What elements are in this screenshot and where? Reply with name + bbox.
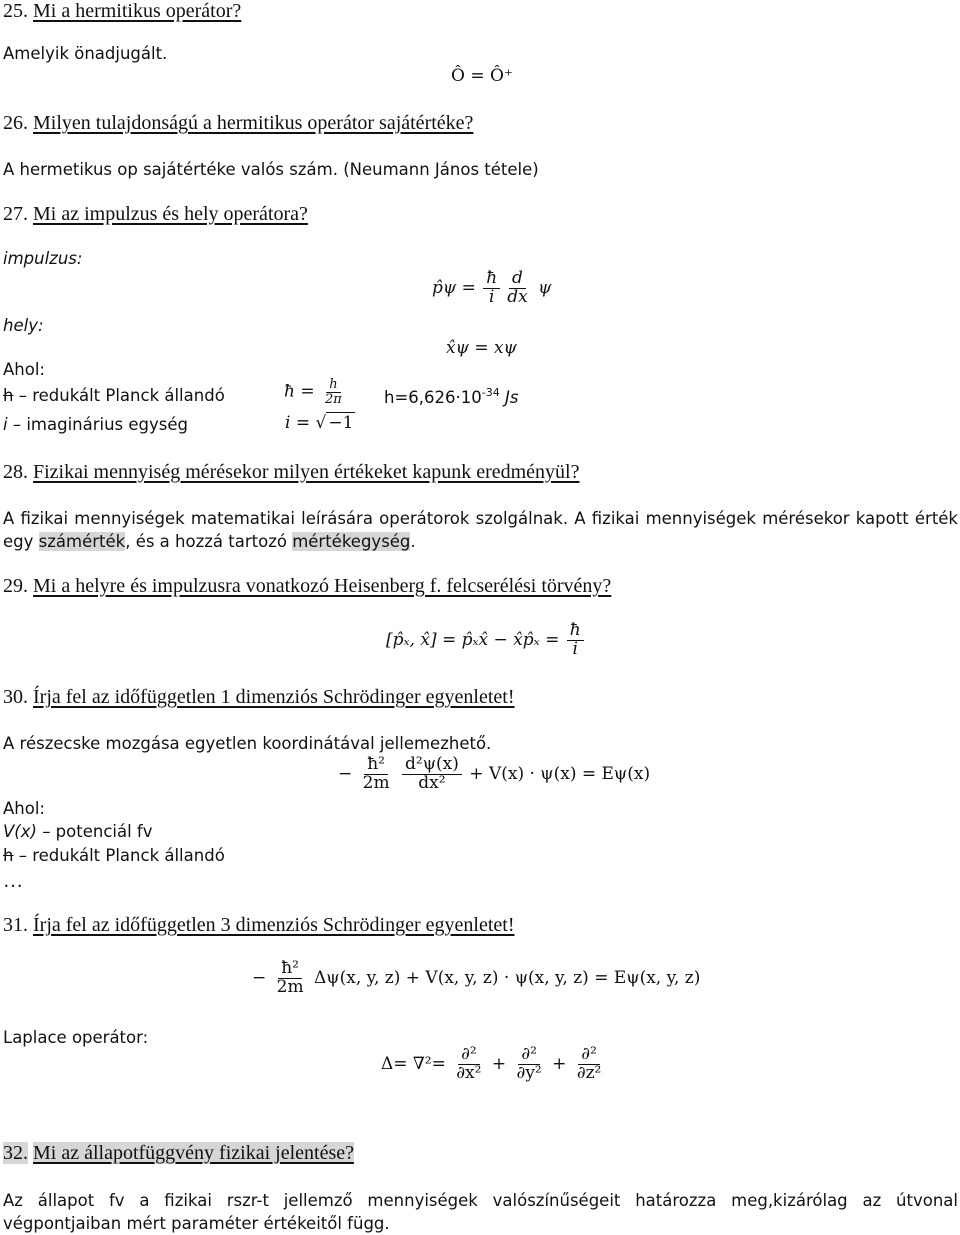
laplace-equation: Δ= ∇²= $\frac{\text{∂²}}{\text{∂x²}}$ + $\frac{\text{∂²}}{\text{∂y²}}$ + $\frac{\text{∂²}}{\text{∂z²}}$ xyxy=(381,1046,606,1083)
imaginary-unit-definition: i – imaginárius egység xyxy=(3,415,189,434)
fraction: $\frac{\text{∂²}}{\text{∂y²}}$ xyxy=(516,1044,542,1083)
fraction: $\frac{ħ}{i}$ xyxy=(567,622,584,659)
fraction: $\frac{ħ}{i}$ xyxy=(483,270,500,307)
answer-30: A részecske mozgása egyetlen koordinátával jellemezhető. xyxy=(3,734,492,753)
fraction: $\frac{\text{d²ψ(x)}}{\text{dx²}}$ xyxy=(402,756,462,793)
impulzus-label: impulzus: xyxy=(3,249,83,268)
fraction: $\frac{d}{dx}$ xyxy=(507,268,528,307)
commutator-equation: [p̂ₓ, x̂] = p̂ₓx̂ − x̂p̂ₓ = $\frac{ħ}{i}$ xyxy=(386,622,586,659)
question-26 xyxy=(3,112,473,135)
question-text: Milyen tulajdonságú a hermitikus operátor sajátértéke? xyxy=(33,112,474,134)
hbar-symbol: h xyxy=(3,386,14,405)
highlight: számérték xyxy=(38,532,126,551)
question-text: Mi a helyre és impulzusra vonatkozó Heisenberg f. felcserélési törvény? xyxy=(33,575,612,597)
ahol-label: Ahol: xyxy=(3,360,45,379)
fraction: $\frac{\text{ħ²}}{2m}$ xyxy=(276,958,304,997)
ellipsis: … xyxy=(3,870,23,892)
fraction: $\frac{\text{∂²}}{\text{∂z²}}$ xyxy=(576,1044,602,1083)
question-25 xyxy=(3,0,241,23)
hbar-symbol: h xyxy=(3,846,14,865)
question-30 xyxy=(3,686,514,709)
imaginary-unit-equation: i = √ −1 xyxy=(285,413,354,433)
hbar-definition-2: h – redukált Planck állandó xyxy=(3,846,225,865)
fraction: $\frac{\text{∂²}}{\text{∂x²}}$ xyxy=(456,1044,482,1083)
schrodinger-3d-equation: − $\frac{\text{ħ²}}{2m}$ Δψ(x, y, z) + V(x, y, z) · ψ(x, y, z) = Eψ(x, y, z) xyxy=(252,958,701,997)
i-symbol: i xyxy=(3,415,8,434)
hely-label: hely: xyxy=(3,316,44,335)
fraction: $\frac{h}{2\pi}$ xyxy=(325,377,342,407)
question-text: Írja fel az időfüggetlen 1 dimenziós Schrödinger egyenletet! xyxy=(33,686,515,708)
answer-26: A hermetikus op sajátértéke valós szám. (Neumann János tétele) xyxy=(3,160,539,179)
question-32 xyxy=(3,1142,354,1165)
question-number: 30. xyxy=(3,686,28,708)
fraction: $\frac{\text{ħ²}}{2m}$ xyxy=(362,754,390,793)
question-number: 26. xyxy=(3,112,28,134)
highlight: mértékegység xyxy=(292,532,411,551)
question-text: Mi az impulzus és hely operátora? xyxy=(33,203,308,225)
ahol-label-2: Ahol: xyxy=(3,799,45,818)
question-text: Fizikai mennyiség mérésekor milyen értékeket kapunk eredményül? xyxy=(33,461,580,483)
question-number: 29. xyxy=(3,575,28,597)
answer-28: A fizikai mennyiségek matematikai leírására operátorok szolgálnak. A fizikai mennyiségek mérésekor kapott érték egy számérték, és a hozzá tartozó mértékegység. xyxy=(3,509,958,551)
question-31 xyxy=(3,914,514,937)
planck-constant-value: $h=6,626\cdot 10^{-34}$ Js xyxy=(384,386,519,407)
hbar-definition: h – redukált Planck állandó xyxy=(3,386,225,405)
schrodinger-1d-equation: − $\frac{\text{ħ²}}{2m}$ $\frac{\text{d²ψ(x)}}{\text{dx²}}$ + V(x) · ψ(x) = Eψ(x) xyxy=(338,754,651,793)
question-number: 31. xyxy=(3,914,28,936)
question-number: 25. xyxy=(3,0,28,22)
question-29 xyxy=(3,575,611,598)
question-number: 27. xyxy=(3,203,28,225)
question-number: 32. xyxy=(3,1142,28,1164)
answer-25: Amelyik önadjugált. xyxy=(3,44,168,63)
question-text: Írja fel az időfüggetlen 3 dimenziós Schrödinger egyenletet! xyxy=(33,914,515,936)
question-27 xyxy=(3,203,308,226)
question-number: 28. xyxy=(3,461,28,483)
laplace-label: Laplace operátor: xyxy=(3,1028,149,1047)
hermitian-equation: Ô = Ô⁺ xyxy=(451,66,513,86)
question-text: Mi a hermitikus operátor? xyxy=(33,0,242,22)
hbar-equation: ħ = $\frac{h}{2\pi}$ xyxy=(284,378,347,406)
answer-32: Az állapot fv a fizikai rszr-t jellemző mennyiségek valószínűségeit határozza meg,kizárólag az útvonal végpontjaiban mért paraméter értékeitől függ. xyxy=(3,1191,958,1233)
question-text: Mi az állapotfüggvény fizikai jelentése? xyxy=(33,1142,354,1164)
momentum-operator-equation: p̂ψ = $\frac{ħ}{i}$ $\frac{d}{dx}$ ψ xyxy=(432,268,552,307)
question-28 xyxy=(3,461,579,484)
potential-definition: V(x) – potenciál fv xyxy=(3,822,153,841)
position-operator-equation: x̂ψ = xψ xyxy=(446,338,517,358)
